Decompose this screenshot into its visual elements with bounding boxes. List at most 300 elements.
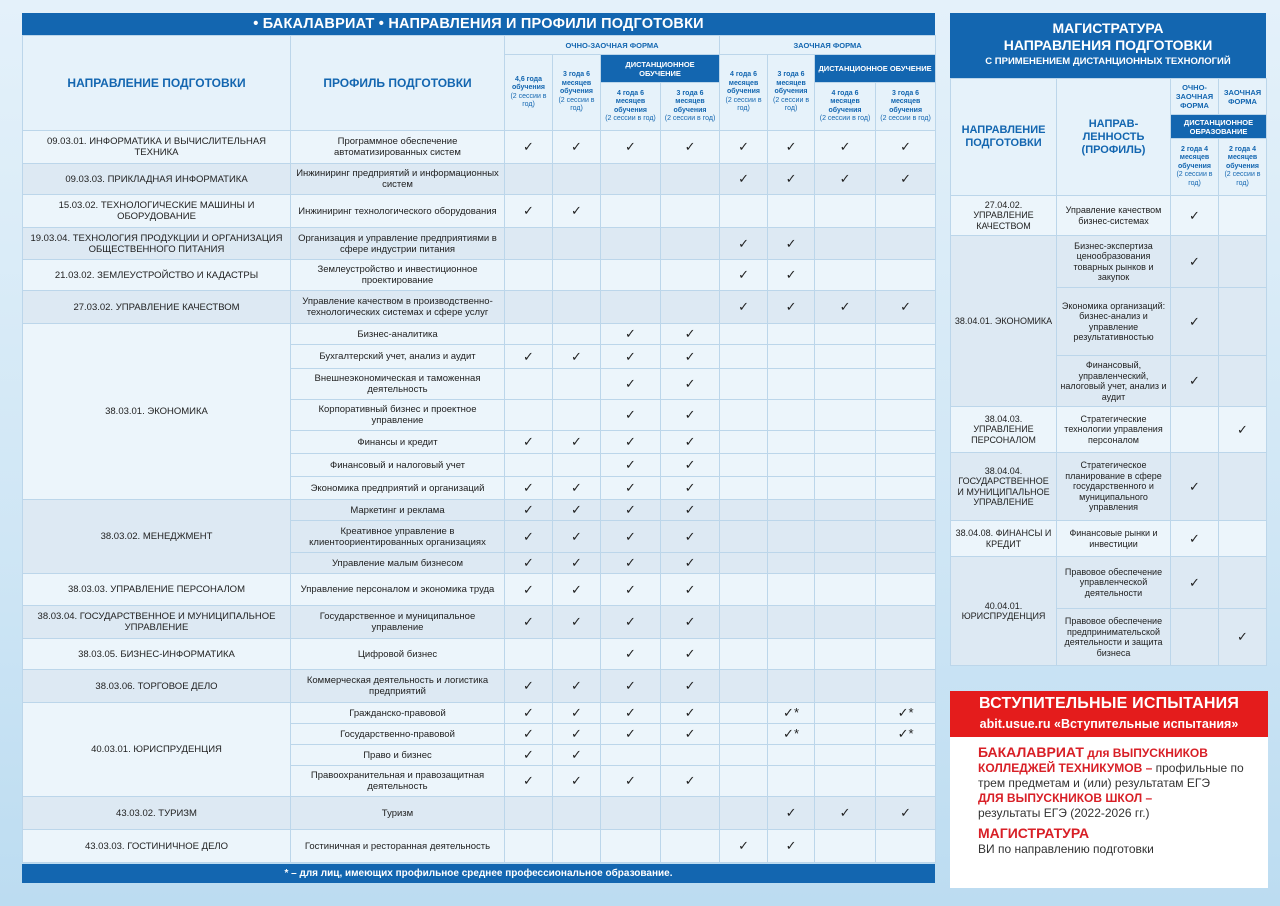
checkmark-icon: ✓* bbox=[897, 705, 914, 720]
mark-cell bbox=[815, 260, 876, 291]
mark-cell bbox=[815, 797, 876, 830]
master-profile-cell: Правовое обеспечение управленческой деятельности bbox=[1057, 557, 1171, 609]
checkmark-icon: ✓ bbox=[684, 407, 696, 422]
mark-cell bbox=[553, 745, 601, 766]
checkmark-icon: ✓ bbox=[684, 705, 696, 720]
checkmark-icon: ✓ bbox=[785, 139, 797, 154]
mark-cell bbox=[601, 574, 661, 606]
mark-cell bbox=[768, 766, 815, 797]
mark-cell bbox=[553, 324, 601, 345]
checkmark-icon: ✓ bbox=[523, 139, 534, 154]
mark-cell bbox=[720, 500, 768, 521]
direction-cell: 43.03.03. ГОСТИНИЧНОЕ ДЕЛО bbox=[23, 830, 291, 863]
checkmark-icon: ✓ bbox=[571, 348, 582, 364]
mark-cell bbox=[815, 745, 876, 766]
subcol-header: 4 года 6 месяцев обучения (2 сессии в год) bbox=[601, 83, 661, 131]
checkmark-icon: ✓ bbox=[1189, 253, 1200, 269]
master-profile-cell: Бизнес-экспертиза ценообразования товарных рынков и закупок bbox=[1057, 236, 1171, 288]
mark-cell bbox=[661, 745, 720, 766]
checkmark-icon: ✓ bbox=[738, 235, 749, 251]
mark-cell bbox=[505, 324, 553, 345]
checkmark-icon: ✓ bbox=[523, 773, 534, 788]
mark-cell bbox=[720, 260, 768, 291]
master-table-row bbox=[951, 407, 1267, 453]
table-row bbox=[23, 291, 936, 324]
checkmark-icon: ✓ bbox=[523, 480, 534, 495]
mark-cell bbox=[553, 164, 601, 195]
master-profile-cell: Правовое обеспечение предпринимательской деятельности и защита бизнеса bbox=[1057, 609, 1171, 666]
checkmark-icon: ✓ bbox=[571, 773, 582, 788]
master-subcol-header: 2 года 4 месяцев обучения (2 сессии в год) bbox=[1219, 139, 1267, 196]
checkmark-icon: ✓ bbox=[900, 139, 911, 154]
mark-cell bbox=[505, 797, 553, 830]
master-mark-cell bbox=[1219, 407, 1267, 453]
mark-cell bbox=[815, 164, 876, 195]
mark-cell bbox=[553, 454, 601, 477]
table-row bbox=[23, 260, 936, 291]
mark-cell bbox=[815, 766, 876, 797]
checkmark-icon: ✓ bbox=[625, 705, 636, 720]
checkmark-icon: ✓ bbox=[625, 555, 636, 570]
master-mark-cell bbox=[1219, 236, 1267, 288]
mark-cell bbox=[815, 606, 876, 639]
mark-cell bbox=[768, 324, 815, 345]
mark-cell bbox=[553, 369, 601, 400]
table-row bbox=[23, 228, 936, 260]
checkmark-icon: ✓ bbox=[523, 434, 534, 449]
direction-cell: 40.03.01. ЮРИСПРУДЕНЦИЯ bbox=[23, 703, 291, 797]
mark-cell bbox=[601, 131, 661, 164]
exam-colleges: КОЛЛЕДЖЕЙ ТЕХНИКУМОВ – bbox=[978, 761, 1153, 775]
master-mark-cell bbox=[1219, 356, 1267, 407]
mark-cell bbox=[601, 324, 661, 345]
mark-cell bbox=[720, 553, 768, 574]
profile-cell: Управление персоналом и экономика труда bbox=[291, 574, 505, 606]
checkmark-icon: ✓ bbox=[571, 747, 582, 762]
mark-cell bbox=[876, 454, 936, 477]
mark-cell bbox=[720, 766, 768, 797]
mark-cell bbox=[601, 195, 661, 228]
checkmark-icon: ✓ bbox=[625, 581, 636, 597]
mark-cell bbox=[815, 324, 876, 345]
mark-cell bbox=[601, 797, 661, 830]
mark-cell bbox=[876, 745, 936, 766]
exam-schools: ДЛЯ ВЫПУСКНИКОВ ШКОЛ – bbox=[978, 791, 1153, 805]
mark-cell bbox=[720, 195, 768, 228]
profile-cell: Право и бизнес bbox=[291, 745, 505, 766]
mark-cell bbox=[876, 724, 936, 745]
subcol-header: 3 года 6 месяцев обучения (2 сессии в год) bbox=[768, 55, 815, 131]
mark-cell bbox=[601, 454, 661, 477]
subcol-header: 4 года 6 месяцев обучения (2 сессии в год) bbox=[815, 83, 876, 131]
master-distance-header: ДИСТАНЦИОННОЕ ОБРАЗОВАНИЕ bbox=[1171, 115, 1267, 139]
checkmark-icon: ✓ bbox=[684, 646, 696, 661]
checkmark-icon: ✓ bbox=[684, 614, 696, 629]
subcol-header: 4,6 года обучения (2 сессии в год) bbox=[505, 55, 553, 131]
mark-cell bbox=[553, 291, 601, 324]
mark-cell bbox=[720, 745, 768, 766]
direction-cell: 09.03.01. ИНФОРМАТИКА И ВЫЧИСЛИТЕЛЬНАЯ ТЕХНИКА bbox=[23, 131, 291, 164]
master-caption: С ПРИМЕНЕНИЕМ ДИСТАНЦИОННЫХ ТЕХНОЛОГИЙ bbox=[985, 56, 1231, 67]
mark-cell bbox=[553, 500, 601, 521]
checkmark-icon: ✓ bbox=[684, 581, 696, 597]
mark-cell bbox=[553, 431, 601, 454]
direction-cell: 38.03.06. ТОРГОВОЕ ДЕЛО bbox=[23, 670, 291, 703]
subcol-header: 3 года 6 месяцев обучения (2 сессии в год) bbox=[661, 83, 720, 131]
mark-cell bbox=[505, 291, 553, 324]
mark-cell bbox=[876, 553, 936, 574]
mark-cell bbox=[505, 766, 553, 797]
mark-cell bbox=[505, 228, 553, 260]
master-form-zaoch-header: ЗАОЧНАЯ ФОРМА bbox=[1219, 79, 1267, 115]
mark-cell bbox=[720, 291, 768, 324]
mark-cell bbox=[553, 195, 601, 228]
mark-cell bbox=[661, 477, 720, 500]
bachelor-title: • БАКАЛАВРИАТ • НАПРАВЛЕНИЯ И ПРОФИЛИ ПОДГОТОВКИ bbox=[22, 13, 935, 35]
checkmark-icon: ✓ bbox=[738, 838, 749, 853]
entrance-exams-title: ВСТУПИТЕЛЬНЫЕ ИСПЫТАНИЯ bbox=[978, 695, 1240, 712]
mark-cell bbox=[876, 703, 936, 724]
mark-cell bbox=[661, 639, 720, 670]
table-row bbox=[23, 195, 936, 228]
mark-cell bbox=[815, 291, 876, 324]
master-profile-cell: Управление качеством бизнес-системах bbox=[1057, 196, 1171, 236]
mark-cell bbox=[661, 345, 720, 369]
mark-cell bbox=[768, 369, 815, 400]
master-direction-cell: 27.04.02. УПРАВЛЕНИЕ КАЧЕСТВОМ bbox=[951, 196, 1057, 236]
mark-cell bbox=[876, 766, 936, 797]
entrance-exams-header bbox=[950, 691, 1268, 737]
table-row bbox=[23, 574, 936, 606]
master-mark-cell bbox=[1171, 557, 1219, 609]
exam-bachelor-label: БАКАЛАВРИАТ bbox=[978, 744, 1084, 760]
mark-cell bbox=[768, 724, 815, 745]
mark-cell bbox=[768, 830, 815, 863]
checkmark-icon: ✓ bbox=[684, 457, 696, 472]
checkmark-icon: ✓ bbox=[571, 139, 582, 154]
checkmark-icon: ✓ bbox=[625, 528, 636, 544]
table-row bbox=[23, 606, 936, 639]
mark-cell bbox=[553, 260, 601, 291]
mark-cell bbox=[553, 703, 601, 724]
mark-cell bbox=[720, 324, 768, 345]
subcol-header: 3 года 6 месяцев обучения (2 сессии в год) bbox=[553, 55, 601, 131]
mark-cell bbox=[768, 291, 815, 324]
mark-cell bbox=[661, 164, 720, 195]
mark-cell bbox=[876, 228, 936, 260]
checkmark-icon: ✓ bbox=[738, 171, 749, 186]
mark-cell bbox=[720, 228, 768, 260]
mark-cell bbox=[505, 400, 553, 431]
checkmark-icon: ✓ bbox=[523, 581, 534, 597]
profile-cell: Организация и управление предприятиями в сфере индустрии питания bbox=[291, 228, 505, 260]
checkmark-icon: ✓ bbox=[523, 678, 534, 693]
master-mark-cell bbox=[1219, 609, 1267, 666]
mark-cell bbox=[768, 400, 815, 431]
checkmark-icon: ✓ bbox=[523, 705, 534, 720]
master-table-row bbox=[951, 521, 1267, 557]
master-mark-cell bbox=[1171, 288, 1219, 356]
profile-cell: Бухгалтерский учет, анализ и аудит bbox=[291, 345, 505, 369]
checkmark-icon: ✓ bbox=[523, 528, 534, 544]
mark-cell bbox=[505, 164, 553, 195]
master-mark-cell bbox=[1171, 356, 1219, 407]
mark-cell bbox=[505, 574, 553, 606]
mark-cell bbox=[661, 830, 720, 863]
mark-cell bbox=[553, 521, 601, 553]
mark-cell bbox=[815, 228, 876, 260]
mark-cell bbox=[553, 477, 601, 500]
mark-cell bbox=[553, 131, 601, 164]
mark-cell bbox=[815, 131, 876, 164]
bachelor-section bbox=[22, 13, 935, 883]
mark-cell bbox=[876, 400, 936, 431]
mark-cell bbox=[876, 291, 936, 324]
master-subcol-header: 2 года 4 месяцев обучения (2 сессии в год) bbox=[1171, 139, 1219, 196]
checkmark-icon: ✓ bbox=[571, 502, 582, 517]
checkmark-icon: ✓ bbox=[684, 528, 696, 544]
mark-cell bbox=[601, 606, 661, 639]
mark-cell bbox=[661, 131, 720, 164]
mark-cell bbox=[553, 766, 601, 797]
checkmark-icon: ✓ bbox=[625, 407, 636, 422]
checkmark-icon: ✓ bbox=[523, 348, 534, 364]
mark-cell bbox=[768, 574, 815, 606]
mark-cell bbox=[661, 291, 720, 324]
mark-cell bbox=[876, 164, 936, 195]
mark-cell bbox=[553, 400, 601, 431]
checkmark-icon: ✓ bbox=[625, 480, 636, 495]
master-section bbox=[950, 13, 1266, 666]
mark-cell bbox=[601, 228, 661, 260]
exam-master-text: ВИ по направлению подготовки bbox=[978, 842, 1154, 856]
table-row bbox=[23, 670, 936, 703]
master-mark-cell bbox=[1219, 196, 1267, 236]
master-direction-cell: 38.04.03. УПРАВЛЕНИЕ ПЕРСОНАЛОМ bbox=[951, 407, 1057, 453]
mark-cell bbox=[876, 131, 936, 164]
mark-cell bbox=[553, 639, 601, 670]
checkmark-icon: ✓ bbox=[684, 139, 696, 154]
subcol-header: 4 года 6 месяцев обучения (2 сессии в год) bbox=[720, 55, 768, 131]
form-ochzaoch-header: ОЧНО-ЗАОЧНАЯ ФОРМА bbox=[505, 36, 720, 55]
mark-cell bbox=[768, 454, 815, 477]
checkmark-icon: ✓ bbox=[738, 267, 749, 282]
mark-cell bbox=[601, 431, 661, 454]
profile-cell: Инжиниринг предприятий и информационных систем bbox=[291, 164, 505, 195]
mark-cell bbox=[768, 131, 815, 164]
mark-cell bbox=[601, 345, 661, 369]
mark-cell bbox=[720, 454, 768, 477]
mark-cell bbox=[815, 553, 876, 574]
checkmark-icon: ✓ bbox=[523, 502, 534, 517]
checkmark-icon: ✓* bbox=[783, 726, 799, 741]
checkmark-icon: ✓ bbox=[625, 376, 636, 391]
mark-cell bbox=[601, 766, 661, 797]
mark-cell bbox=[815, 431, 876, 454]
mark-cell bbox=[768, 228, 815, 260]
mark-cell bbox=[661, 553, 720, 574]
mark-cell bbox=[505, 521, 553, 553]
checkmark-icon: ✓ bbox=[625, 326, 636, 341]
direction-cell: 15.03.02. ТЕХНОЛОГИЧЕСКИЕ МАШИНЫ И ОБОРУДОВАНИЕ bbox=[23, 195, 291, 228]
mark-cell bbox=[815, 724, 876, 745]
checkmark-icon: ✓ bbox=[839, 171, 851, 186]
master-mark-cell bbox=[1219, 453, 1267, 521]
mark-cell bbox=[553, 345, 601, 369]
mark-cell bbox=[768, 670, 815, 703]
table-row bbox=[23, 797, 936, 830]
mark-cell bbox=[661, 724, 720, 745]
mark-cell bbox=[661, 324, 720, 345]
mark-cell bbox=[876, 500, 936, 521]
mark-cell bbox=[720, 400, 768, 431]
mark-cell bbox=[720, 639, 768, 670]
checkmark-icon: ✓ bbox=[900, 805, 911, 820]
mark-cell bbox=[661, 703, 720, 724]
profile-cell: Туризм bbox=[291, 797, 505, 830]
table-row bbox=[23, 131, 936, 164]
mark-cell bbox=[601, 164, 661, 195]
mark-cell bbox=[505, 454, 553, 477]
mark-cell bbox=[768, 477, 815, 500]
mark-cell bbox=[601, 500, 661, 521]
mark-cell bbox=[720, 670, 768, 703]
profile-cell: Программное обеспечение автоматизированных систем bbox=[291, 131, 505, 164]
mark-cell bbox=[768, 431, 815, 454]
master-profile-cell: Финансовый, управленческий, налоговый учет, анализ и аудит bbox=[1057, 356, 1171, 407]
master-mark-cell bbox=[1171, 236, 1219, 288]
checkmark-icon: ✓ bbox=[900, 171, 911, 186]
profile-cell: Коммерческая деятельность и логистика предприятий bbox=[291, 670, 505, 703]
master-mark-cell bbox=[1171, 407, 1219, 453]
checkmark-icon: ✓ bbox=[571, 528, 582, 544]
mark-cell bbox=[661, 260, 720, 291]
mark-cell bbox=[661, 500, 720, 521]
mark-cell bbox=[661, 431, 720, 454]
master-mark-cell bbox=[1219, 288, 1267, 356]
profile-cell: Управление малым бизнесом bbox=[291, 553, 505, 574]
mark-cell bbox=[661, 195, 720, 228]
mark-cell bbox=[720, 369, 768, 400]
mark-cell bbox=[876, 431, 936, 454]
checkmark-icon: ✓* bbox=[897, 726, 914, 741]
direction-cell: 21.03.02. ЗЕМЛЕУСТРОЙСТВО И КАДАСТРЫ bbox=[23, 260, 291, 291]
mark-cell bbox=[815, 670, 876, 703]
mark-cell bbox=[720, 164, 768, 195]
mark-cell bbox=[661, 369, 720, 400]
mark-cell bbox=[876, 345, 936, 369]
checkmark-icon: ✓ bbox=[625, 434, 636, 449]
checkmark-icon: ✓ bbox=[1189, 313, 1200, 329]
mark-cell bbox=[553, 574, 601, 606]
mark-cell bbox=[601, 553, 661, 574]
master-profile-cell: Экономика организаций: бизнес-анализ и управление результативностью bbox=[1057, 288, 1171, 356]
mark-cell bbox=[720, 131, 768, 164]
checkmark-icon: ✓ bbox=[785, 805, 797, 820]
master-table-row bbox=[951, 196, 1267, 236]
mark-cell bbox=[720, 521, 768, 553]
mark-cell bbox=[815, 369, 876, 400]
mark-cell bbox=[505, 606, 553, 639]
checkmark-icon: ✓ bbox=[684, 480, 696, 495]
checkmark-icon: ✓ bbox=[571, 726, 582, 741]
master-mark-cell bbox=[1171, 453, 1219, 521]
table-row bbox=[23, 830, 936, 863]
subcol-header: 3 года 6 месяцев обучения (2 сессии в год) bbox=[876, 83, 936, 131]
checkmark-icon: ✓ bbox=[785, 299, 797, 314]
profile-cell: Финансовый и налоговый учет bbox=[291, 454, 505, 477]
profile-cell: Финансы и кредит bbox=[291, 431, 505, 454]
checkmark-icon: ✓ bbox=[1237, 629, 1248, 645]
mark-cell bbox=[720, 606, 768, 639]
direction-cell: 09.03.03. ПРИКЛАДНАЯ ИНФОРМАТИКА bbox=[23, 164, 291, 195]
checkmark-icon: ✓ bbox=[1189, 373, 1200, 389]
checkmark-icon: ✓ bbox=[1189, 478, 1200, 494]
checkmark-icon: ✓ bbox=[684, 348, 696, 364]
mark-cell bbox=[768, 797, 815, 830]
exam-colleges-text: профильные по трем предметам и (или) результатам ЕГЭ bbox=[978, 761, 1244, 790]
mark-cell bbox=[661, 521, 720, 553]
direction-cell: 38.03.03. УПРАВЛЕНИЕ ПЕРСОНАЛОМ bbox=[23, 574, 291, 606]
checkmark-icon: ✓ bbox=[738, 139, 749, 154]
mark-cell bbox=[768, 703, 815, 724]
mark-cell bbox=[661, 606, 720, 639]
checkmark-icon: ✓ bbox=[625, 139, 636, 154]
mark-cell bbox=[720, 431, 768, 454]
master-profile-cell: Финансовые рынки и инвестиции bbox=[1057, 521, 1171, 557]
master-col-profile-header: НАПРАВ-ЛЕННОСТЬ (ПРОФИЛЬ) bbox=[1057, 79, 1171, 196]
checkmark-icon: ✓ bbox=[839, 805, 851, 820]
mark-cell bbox=[876, 670, 936, 703]
checkmark-icon: ✓ bbox=[684, 326, 696, 341]
mark-cell bbox=[815, 477, 876, 500]
table-row bbox=[23, 164, 936, 195]
checkmark-icon: ✓ bbox=[684, 726, 696, 741]
checkmark-icon: ✓ bbox=[571, 203, 582, 218]
entrance-exams-link[interactable]: abit.usue.ru «Вступительные испытания» bbox=[979, 717, 1239, 731]
mark-cell bbox=[768, 164, 815, 195]
profile-cell: Инжиниринг технологического оборудования bbox=[291, 195, 505, 228]
profile-cell: Управление качеством в производственно-технологических системах и сфере услуг bbox=[291, 291, 505, 324]
mark-cell bbox=[876, 639, 936, 670]
mark-cell bbox=[601, 670, 661, 703]
checkmark-icon: ✓ bbox=[684, 773, 696, 788]
mark-cell bbox=[661, 454, 720, 477]
master-title-band bbox=[950, 13, 1266, 78]
mark-cell bbox=[601, 477, 661, 500]
checkmark-icon: ✓ bbox=[839, 139, 851, 154]
mark-cell bbox=[768, 521, 815, 553]
master-direction-cell: 38.04.08. ФИНАНСЫ И КРЕДИТ bbox=[951, 521, 1057, 557]
table-row bbox=[23, 500, 936, 521]
mark-cell bbox=[505, 260, 553, 291]
checkmark-icon: ✓ bbox=[571, 555, 582, 570]
mark-cell bbox=[876, 574, 936, 606]
mark-cell bbox=[876, 477, 936, 500]
checkmark-icon: ✓ bbox=[684, 434, 696, 449]
mark-cell bbox=[768, 606, 815, 639]
checkmark-icon: ✓ bbox=[738, 299, 749, 314]
master-title: МАГИСТРАТУРА bbox=[1052, 20, 1164, 36]
mark-cell bbox=[553, 606, 601, 639]
mark-cell bbox=[601, 703, 661, 724]
checkmark-icon: ✓ bbox=[625, 614, 636, 629]
mark-cell bbox=[601, 400, 661, 431]
mark-cell bbox=[768, 745, 815, 766]
bachelor-footnote: * – для лиц, имеющих профильное среднее профессиональное образование. bbox=[22, 864, 935, 883]
direction-cell: 38.03.01. ЭКОНОМИКА bbox=[23, 324, 291, 500]
mark-cell bbox=[553, 830, 601, 863]
